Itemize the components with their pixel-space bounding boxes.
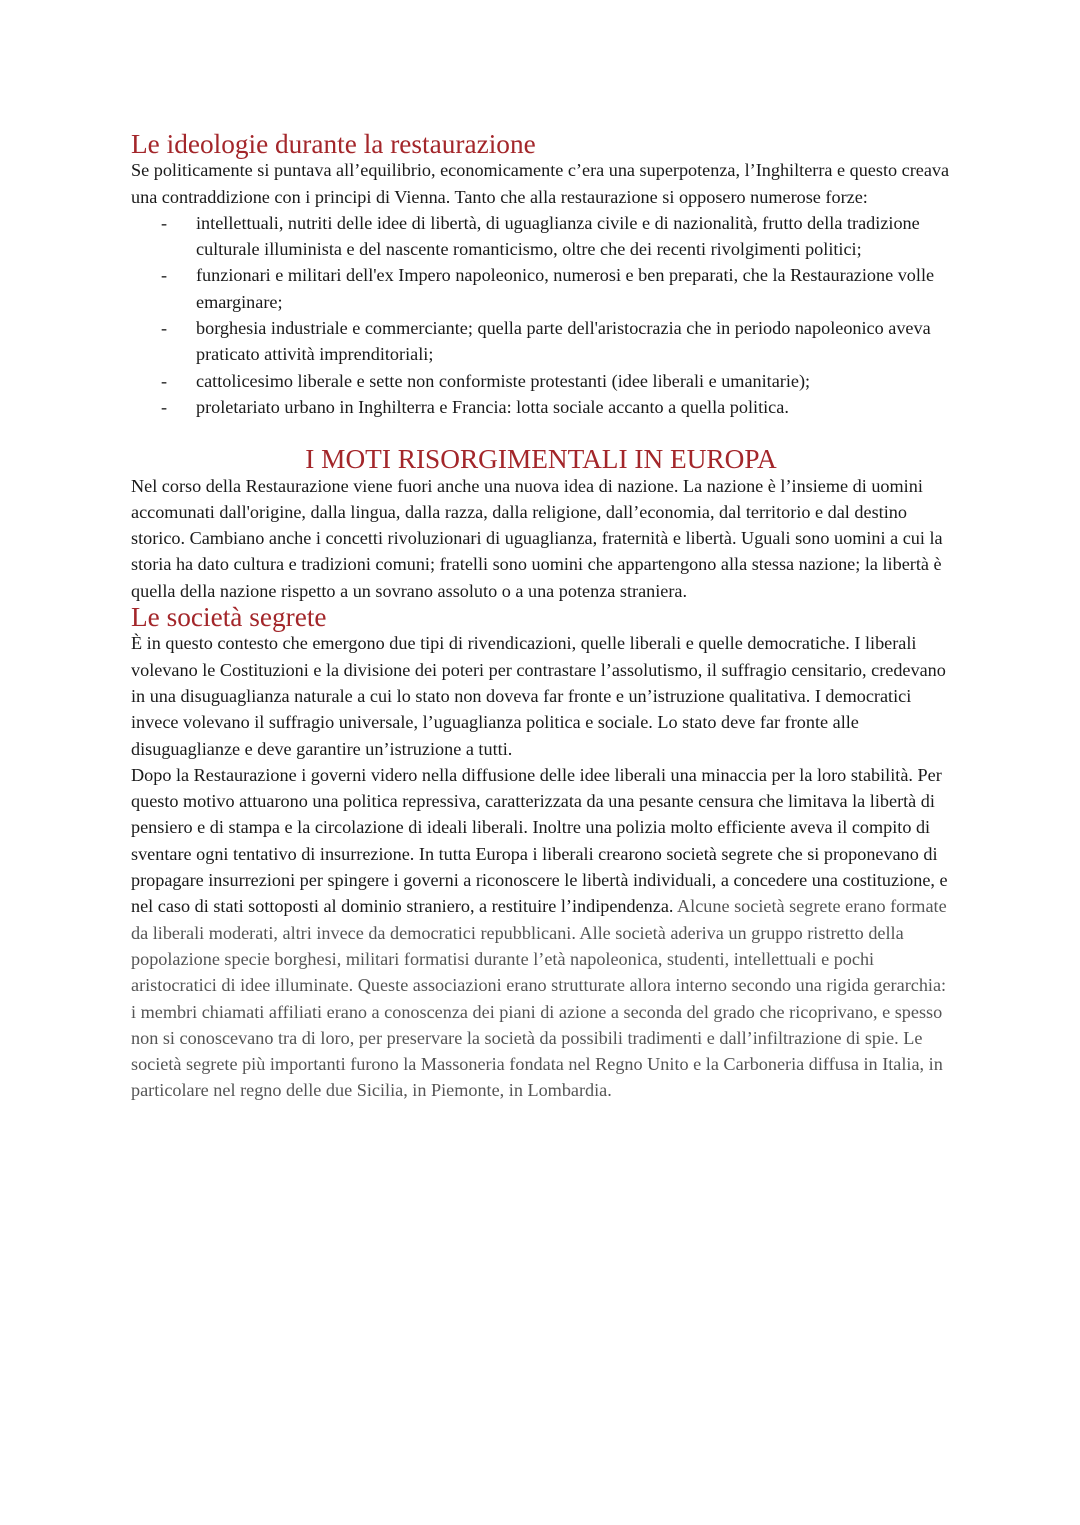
section-heading-societa: Le società segrete xyxy=(131,602,327,633)
dash-marker: - xyxy=(161,212,168,233)
dash-marker: - xyxy=(161,370,168,391)
associations-text: Alcune società segrete erano formate da liberali moderati, altri invece da democratici repubblicani. Alle società aderiva un gruppo ristretto della popolazione specie borghesi, militari formatisi durante l’età napoleonica, studenti, intellettuali e pochi aristocratici di idee illuminate. Queste associazioni erano strutturate allora interno secondo una rigida gerarchia: i membri chiamati affiliati erano a conoscenza dei piani di azione a seconda del grado che ricoprivano, e spesso non si conoscevano tra di loro, per preservare la società da possibili tradimenti e dall’infiltrazione di spie. Le società segrete più importanti furono la Massoneria fondata nel Regno Unito e la Carboneria diffusa in Italia, in particolare nel regno delle due Sicilia, in Piemonte, in Lombardia. xyxy=(131,896,947,1101)
dash-marker: - xyxy=(161,318,168,339)
list-item: - borghesia industriale e commerciante; quella parte dell'aristocrazia che in periodo napoleonico aveva praticato attività imprenditoriali; xyxy=(131,315,951,368)
intro-paragraph: Se politicamente si puntava all’equilibrio, economicamente c’era una superpotenza, l’Inghilterra e questo creava una contraddizione con i principi di Vienna. Tanto che alla restaurazione si opposero numerose forze: xyxy=(131,160,950,207)
nazione-paragraph: Nel corso della Restaurazione viene fuori anche una nuova idea di nazione. La nazione è l’insieme di uomini accomunati dall'origine, dalla lingua, dalla razza, dalla religione, dall’economia, dal territorio e dal destino storico. Cambiano anche i concetti rivoluzionari di uguaglianza, fraternità e libertà. Uguali sono uomini a cui la storia ha dato cultura e tradizioni comuni; fratelli sono uomini che appartengono alla stessa nazione; la libertà è quella della nazione rispetto a un sovrano assoluto o a una potenza straniera. xyxy=(131,475,943,601)
section-heading-ideologie: Le ideologie durante la restaurazione xyxy=(131,129,536,159)
dash-marker: - xyxy=(161,396,168,417)
opposing-forces-list xyxy=(131,210,951,420)
list-item: - funzionari e militari dell'ex Impero napoleonico, numerosi e ben preparati, che la Restaurazione volle emarginare; xyxy=(131,262,951,315)
spacer xyxy=(131,420,951,446)
dash-marker: - xyxy=(161,265,168,286)
list-item: - intellettuali, nutriti delle idee di libertà, di uguaglianza civile e di nazionalità, frutto della tradizione culturale illuminista e del nascente romanticismo, oltre che dei recenti rivolgimenti politici; xyxy=(131,210,951,263)
document-page xyxy=(131,131,951,1104)
societa-segrete-paragraph xyxy=(131,762,951,1104)
repression-text: Dopo la Restaurazione i governi videro nella diffusione delle idee liberali una minaccia per la loro stabilità. Per questo motivo attuarono una politica repressiva, caratterizzata da una pesante censura che limitava la libertà di pensiero e di stampa e la circolazione di ideali liberali. Inoltre una polizia molto efficiente aveva il compito di sventare ogni tentativo di insurrezione. In tutta Europa i liberali crearono società segrete che si proponevano di propagare insurrezioni per spingere i governi a riconoscere le libertà individuali, a concedere una costituzione, e nel caso di stati sottoposti al dominio straniero, a restituire l’indipendenza. xyxy=(131,764,948,917)
list-item: - cattolicesimo liberale e sette non conformiste protestanti (idee liberali e umanitarie); xyxy=(131,368,951,394)
rivendicazioni-paragraph: È in questo contesto che emergono due tipi di rivendicazioni, quelle liberali e quelle democratiche. I liberali volevano le Costituzioni e la divisione dei poteri per contrastare l’assolutismo, il suffragio censitario, credevano in una disuguaglianza naturale a cui lo stato non doveva far fronte e un’istruzione qualitativa. I democratici invece volevano il suffragio universale, l’uguaglianza politica e sociale. Lo stato deve far fronte alle disuguaglianze e deve garantire un’istruzione a tutti. xyxy=(131,633,946,759)
list-item: - proletariato urbano in Inghilterra e Francia: lotta sociale accanto a quella politica. xyxy=(131,394,951,420)
section-heading-moti: I MOTI RISORGIMENTALI IN EUROPA xyxy=(305,444,777,475)
